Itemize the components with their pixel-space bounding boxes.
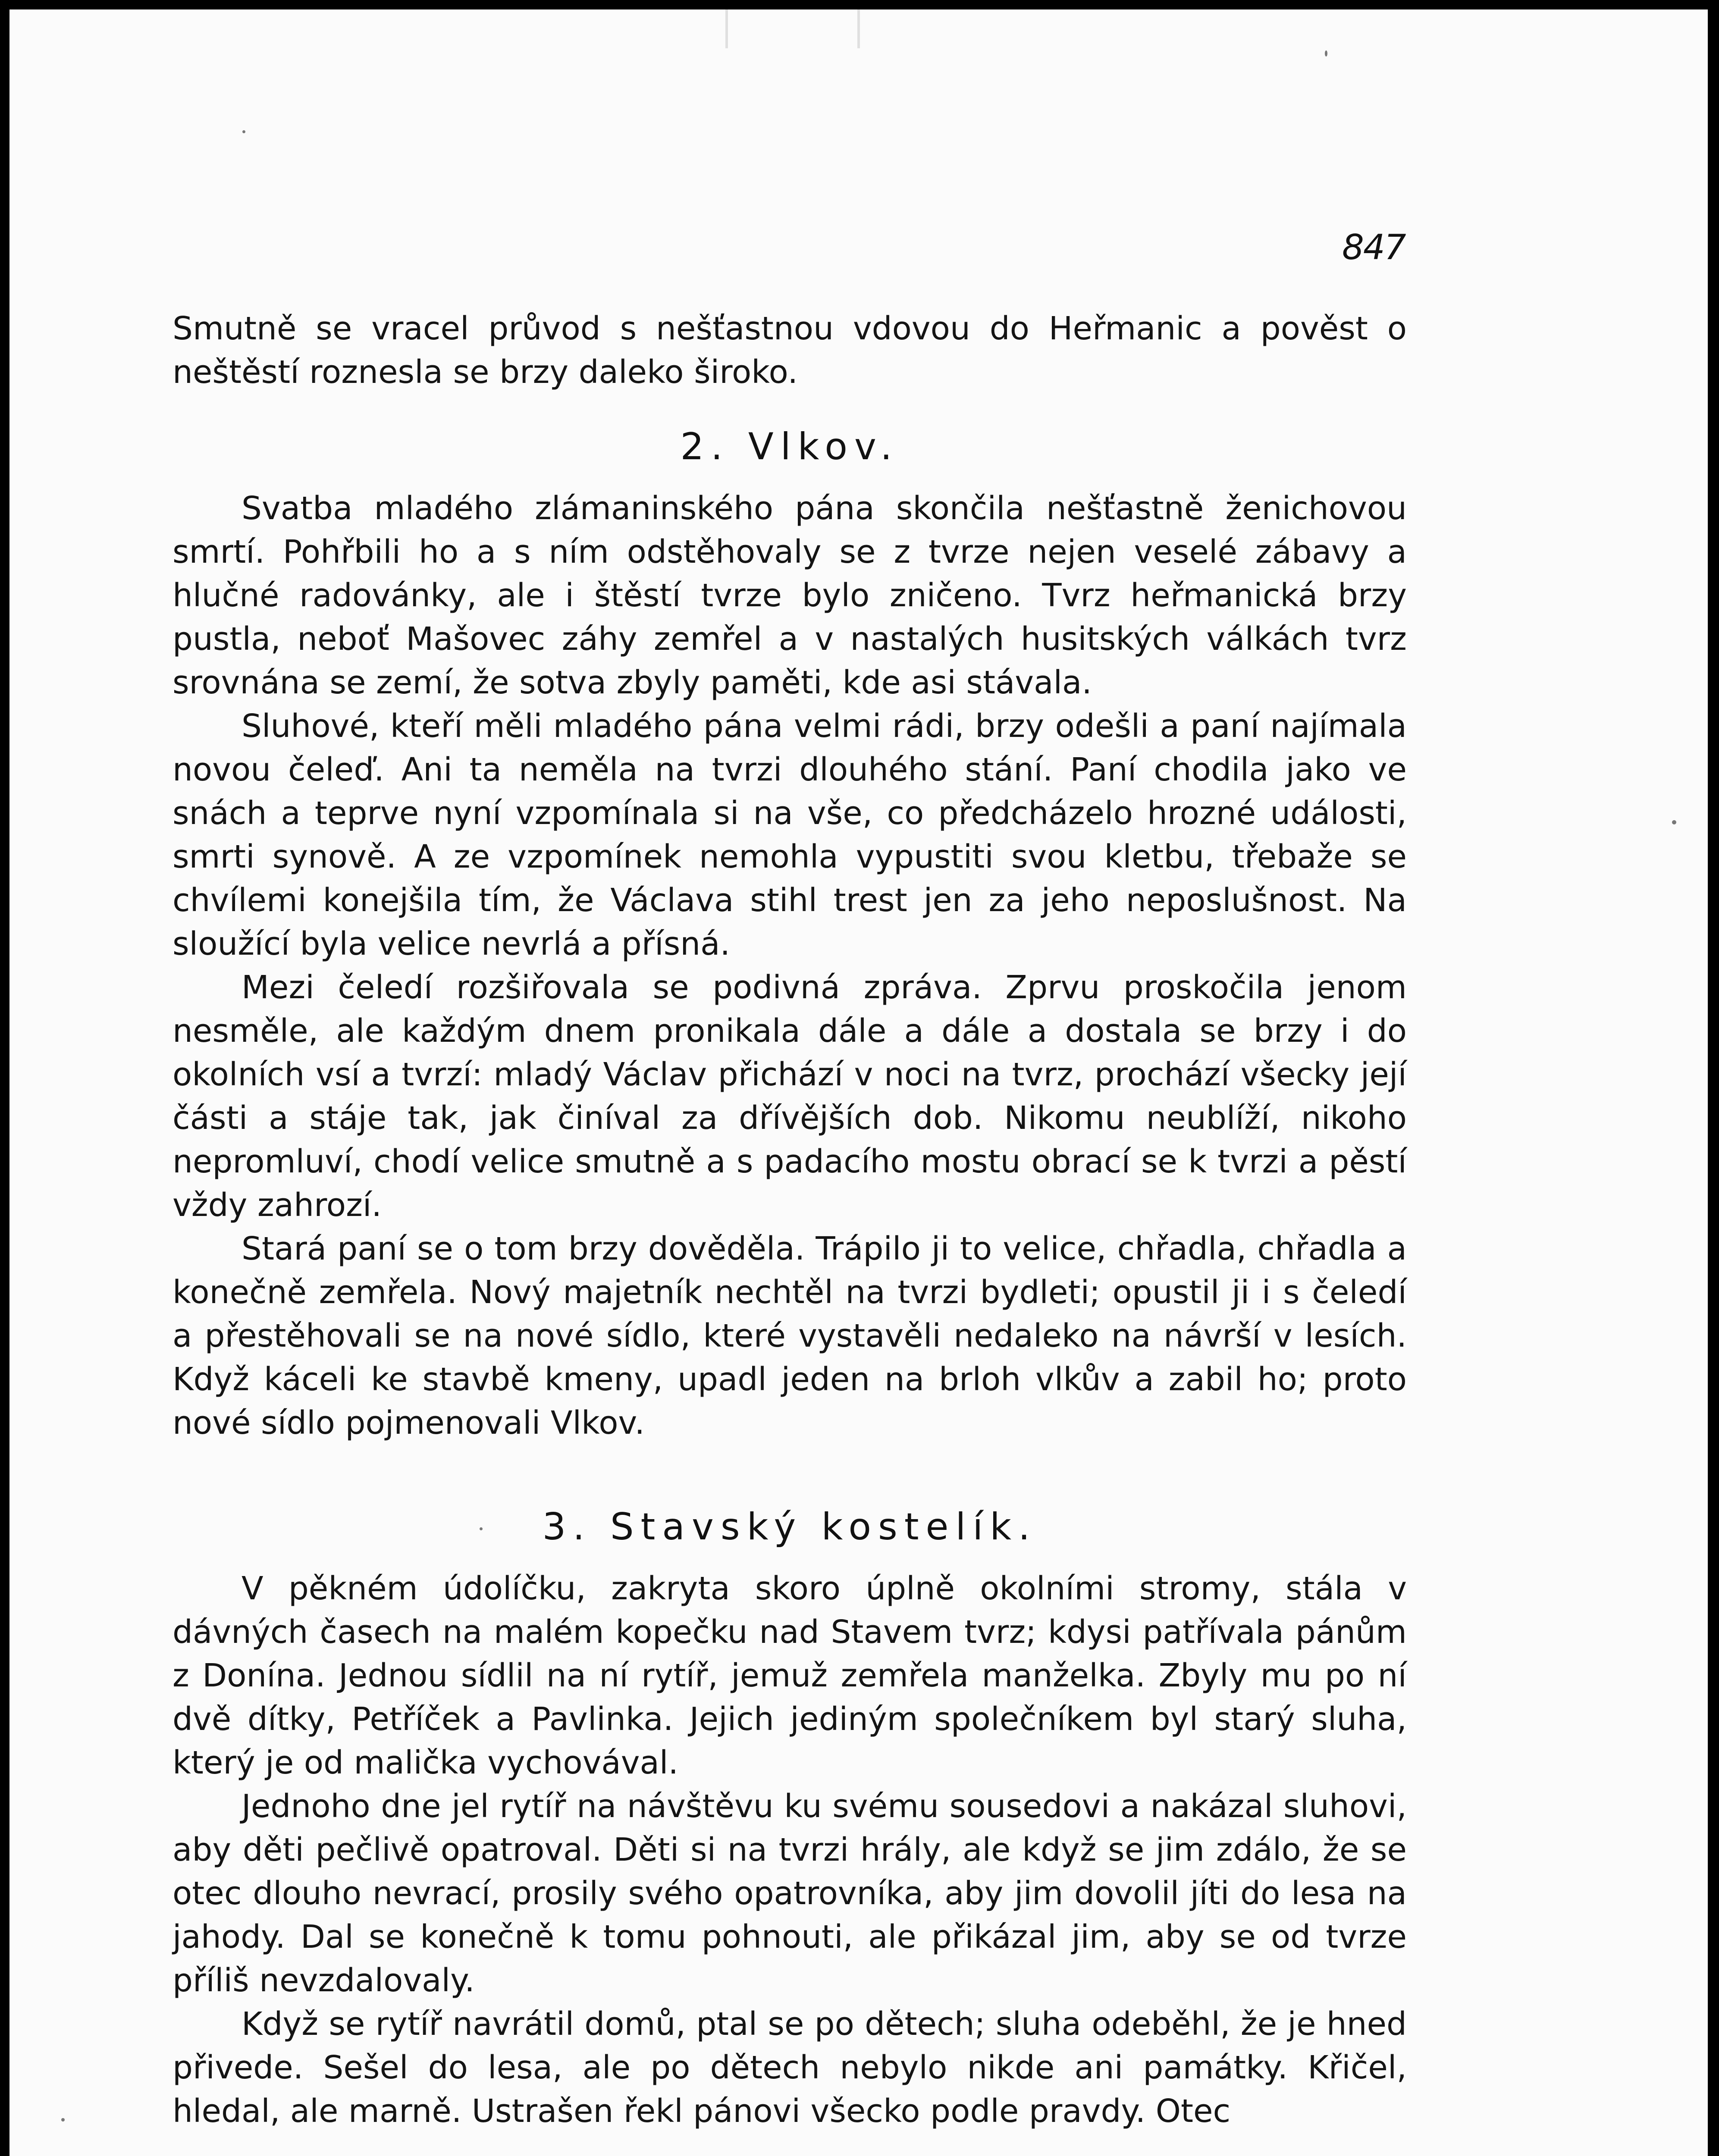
scan-speck xyxy=(1672,820,1676,824)
paragraph-intro: Smutně se vracel průvod s nešťastnou vdovou do Heřmanic a pověst o neštěstí roznesla se brzy daleko široko. xyxy=(173,310,1407,391)
paragraph: V pěkném údolíčku, zakryta skoro úplně okolními stromy, stála v dávných časech na malém kopečku nad Stavem tvrz; kdysi patřívala pánům z Donína. Jednou sídlil na ní rytíř, jemuž zemřela manželka. Zbyly mu po ní dvě dítky, Petříček a Pavlinka. Jejich jediným společníkem byl starý sluha, který je od malička vychovával. xyxy=(173,1570,1407,1781)
section-heading-stavsky: 3. Stavský kostelík. xyxy=(542,1505,1037,1548)
scan-speck xyxy=(242,130,245,133)
paragraph: Jednoho dne jel rytíř na návštěvu ku svému sousedovi a nakázal sluhovi, aby děti pečlivě opatroval. Děti si na tvrzi hrály, ale když se jim zdálo, že se otec dlouho nevrací, prosily svého opatrovníka, aby jim dovolil jíti do lesa na jahody. Dal se konečně k tomu pohnouti, ale přikázal jim, aby se od tvrze příliš nevzdalovaly. xyxy=(173,1788,1407,1999)
scan-speck xyxy=(480,1527,483,1530)
paragraph: Mezi čeledí rozšiřovala se podivná zpráva. Zprvu proskočila jenom nesměle, ale každým dnem pronikala dále a dále a dostala se brzy i do okolních vsí a tvrzí: mladý Václav přichází v noci na tvrz, prochází všecky její části a stáje tak, jak činíval za dřívějších dob. Nikomu neublíží, nikoho nepromluví, chodí velice smutně a s padacího mostu obrací se k tvrzi a pěstí vždy zahrozí. xyxy=(173,969,1407,1224)
scan-speck xyxy=(61,2118,65,2122)
scan-speck xyxy=(1325,50,1327,56)
book-page xyxy=(9,9,1708,2156)
page-text xyxy=(173,307,1407,2133)
paragraph: Stará paní se o tom brzy dověděla. Trápilo ji to velice, chřadla, chřadla a konečně zemřela. Nový majetník nechtěl na tvrzi bydleti; opustil ji i s čeledí a přestěhovali se na nové sídlo, které vystavěli nedaleko na návrší v lesích. Když káceli ke stavbě kmeny, upadl jeden na brloh vlkův a zabil ho; proto nové sídlo pojmenovali Vlkov. xyxy=(173,1230,1407,1442)
paragraph: Když se rytíř navrátil domů, ptal se po dětech; sluha odeběhl, že je hned přivede. Sešel do lesa, ale po dětech nebylo nikde ani památky. Křičel, hledal, ale marně. Ustrašen řekl pánovi všecko podle pravdy. Otec xyxy=(173,2006,1407,2130)
page-number: 847 xyxy=(1342,227,1405,267)
scan-edge-mark xyxy=(725,9,860,48)
section-heading-vlkov: 2. Vlkov. xyxy=(680,425,899,468)
paragraph: Sluhové, kteří měli mladého pána velmi rádi, brzy odešli a paní najímala novou čeleď. Ani ta neměla na tvrzi dlouhého stání. Paní chodila jako ve snách a teprve nyní vzpomínala si na vše, co předcházelo hrozné události, smrti synově. A ze vzpomínek nemohla vypustiti svou kletbu, třebaže se chvílemi konejšila tím, že Václava stihl trest jen za jeho neposlušnost. Na sloužící byla velice nevrlá a přísná. xyxy=(173,708,1407,962)
paragraph: Svatba mladého zlámaninského pána skončila nešťastně ženichovou smrtí. Pohřbili ho a s ním odstěhovaly se z tvrze nejen veselé zábavy a hlučné radovánky, ale i štěstí tvrze bylo zničeno. Tvrz heřmanická brzy pustla, neboť Mašovec záhy zemřel a v nastalých husitských válkách tvrz srovnána se zemí, že sotva zbyly paměti, kde asi stávala. xyxy=(173,490,1407,701)
